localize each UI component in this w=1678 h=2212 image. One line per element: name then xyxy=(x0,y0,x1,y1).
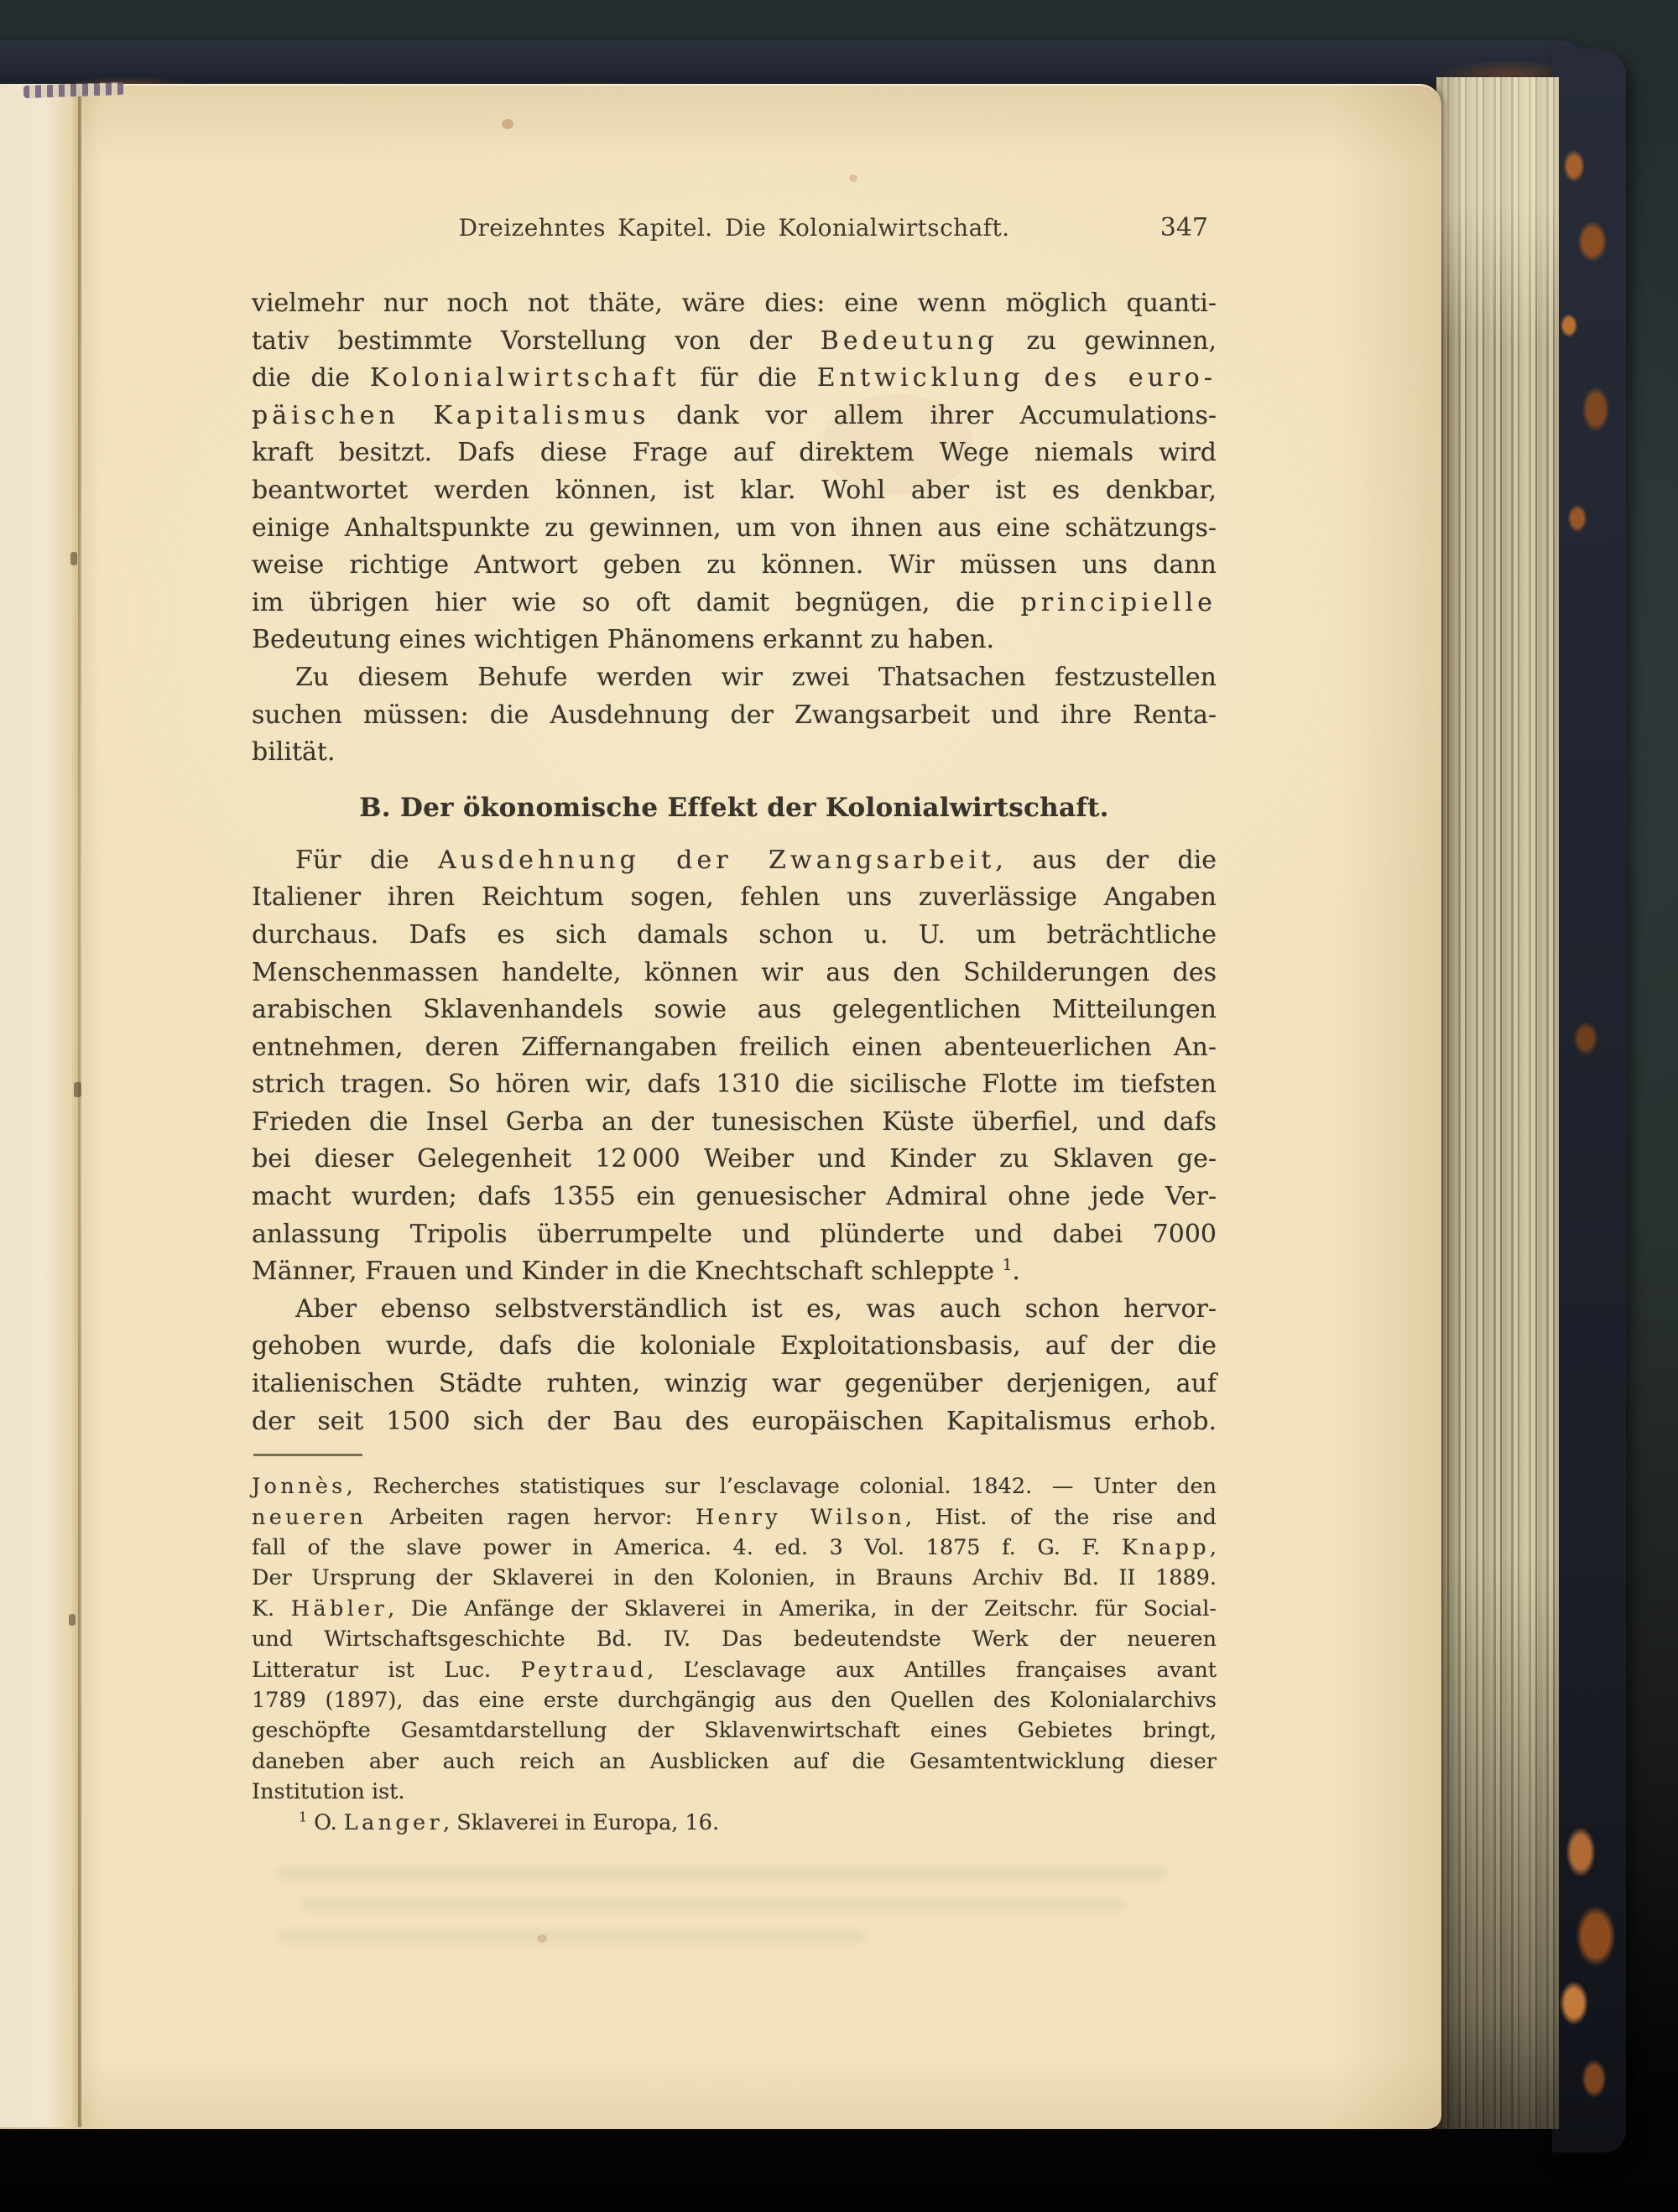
page-number: 347 xyxy=(1159,213,1208,242)
footnote-separator xyxy=(253,1454,362,1456)
text-line xyxy=(252,734,1217,772)
text-line xyxy=(252,585,1217,622)
text-segment: im übrigen hier wie so oft damit begnügen, die xyxy=(252,587,1021,617)
text-line xyxy=(252,842,1217,880)
text-line xyxy=(252,1502,1217,1533)
text-segment: , xyxy=(1209,1535,1217,1561)
text-segment: , Sklaverei in Europa, 16. xyxy=(442,1809,720,1835)
text-segment: Langer xyxy=(343,1809,443,1835)
text-line xyxy=(252,1655,1217,1685)
text-segment: Arbeiten ragen hervor: xyxy=(367,1504,696,1530)
show-through xyxy=(302,1899,1124,1910)
text-segment: anlassung Tripolis überrumpelte und plünderte und dabei 7000 xyxy=(252,1219,1217,1249)
body-text xyxy=(252,285,1217,1440)
page-gutter xyxy=(0,84,80,2127)
text-segment: geschöpfte Gesamtdarstellung der Sklavenwirtschaft eines Gebietes bringt, xyxy=(252,1718,1217,1744)
text-segment: Knapp xyxy=(1121,1535,1210,1561)
text-line xyxy=(252,1471,1217,1502)
text-line xyxy=(252,697,1217,735)
text-segment: Männer, Frauen und Kinder in die Knechtschaft schleppte xyxy=(252,1257,1003,1287)
text-line xyxy=(252,917,1217,955)
show-through xyxy=(277,1931,864,1942)
text-line xyxy=(252,1216,1217,1254)
text-segment: Frieden die Insel Gerba an der tunesischen Küste überfiel, und dafs xyxy=(252,1106,1217,1137)
text-line xyxy=(252,1328,1217,1366)
text-segment: zu gewinnen, xyxy=(998,325,1217,356)
text-line xyxy=(252,879,1217,917)
text-segment: Entwicklung xyxy=(816,363,1024,393)
text-segment: durchaus. Dafs es sich damals schon u. U. um beträchtliche xyxy=(252,919,1217,950)
text-line xyxy=(252,547,1217,585)
para-aber xyxy=(252,1291,1217,1440)
book-cover-right xyxy=(1552,49,1626,2152)
footnote-ref: 1 xyxy=(299,1809,308,1825)
text-line xyxy=(252,360,1217,398)
text-line xyxy=(252,991,1217,1029)
ink-speck xyxy=(70,552,77,565)
text-line xyxy=(252,1624,1217,1654)
ink-speck xyxy=(74,1082,81,1097)
text-segment: suchen müssen: die Ausdehnung der Zwangsarbeit und ihre Renta- xyxy=(252,700,1217,730)
text-segment: bilität. xyxy=(252,737,336,768)
text-segment: principielle xyxy=(1020,587,1217,617)
footnote-continuation xyxy=(252,1471,1217,1807)
text-segment: , Die Anfänge der Sklaverei in Amerika, in der Zeitschr. für Social- xyxy=(388,1595,1217,1621)
text-segment: und Wirtschaftsgeschichte Bd. IV. Das bedeutendste Werk der neueren xyxy=(252,1626,1217,1652)
footnote-text xyxy=(252,1471,1217,1838)
text-segment: beantwortet werden können, ist klar. Wohl aber ist es denkbar, xyxy=(252,475,1217,505)
text-segment: Jonnès xyxy=(252,1474,347,1500)
text-segment: fall of the slave power in America. 4. ed. 3 Vol. 1875 f. G. F. xyxy=(252,1535,1122,1561)
text-line xyxy=(252,1685,1217,1715)
text-segment: Italiener ihren Reichtum sogen, fehlen uns zuverlässige Angaben xyxy=(252,882,1217,913)
text-segment: Institution ist. xyxy=(252,1779,405,1805)
text-segment: bei dieser Gelegenheit 12 000 Weiber und Kinder zu Sklaven ge- xyxy=(252,1144,1217,1174)
text-segment: arabischen Sklavenhandels sowie aus gelegentlichen Mitteilungen xyxy=(252,995,1217,1025)
text-line xyxy=(252,1563,1217,1593)
age-stain xyxy=(849,174,857,182)
text-segment xyxy=(1024,363,1045,393)
text-line xyxy=(252,1253,1217,1291)
text-line xyxy=(252,659,1217,697)
text-segment: daneben aber auch reich an Ausblicken auf die Gesamtentwicklung dieser xyxy=(252,1748,1217,1774)
para-opening xyxy=(252,285,1217,659)
para-behufe xyxy=(252,659,1217,772)
text-line xyxy=(252,1366,1217,1403)
footnote-ref: 1 xyxy=(1002,1257,1013,1275)
text-segment: , Recherches statistiques sur l’esclavage colonial. 1842. — Unter den xyxy=(346,1474,1217,1500)
text-segment: einige Anhaltspunkte zu gewinnen, um von ihnen aus eine schätzungs- xyxy=(252,513,1217,543)
text-line xyxy=(252,1029,1217,1067)
text-segment: Henry Wilson xyxy=(695,1504,905,1530)
text-segment: Kolonialwirtschaft xyxy=(369,363,680,393)
text-line xyxy=(252,1715,1217,1746)
text-segment: Für die xyxy=(295,845,439,875)
text-segment: macht wurden; dafs 1355 ein genuesischer Admiral ohne jede Ver- xyxy=(252,1182,1217,1212)
text-line xyxy=(252,1533,1217,1563)
text-segment: K. xyxy=(252,1595,291,1621)
text-line xyxy=(252,1291,1217,1329)
text-line xyxy=(252,1104,1217,1142)
text-segment: Litteratur ist Luc. xyxy=(252,1657,521,1683)
text-line xyxy=(252,435,1217,472)
text-segment: , L’esclavage aux Antilles françaises avant xyxy=(647,1657,1217,1683)
text-segment: Zu diesem Behufe werden wir zwei Thatsachen festzustellen xyxy=(295,662,1217,692)
text-segment: . xyxy=(1012,1257,1020,1287)
text-line xyxy=(252,472,1217,510)
ink-speck xyxy=(69,1614,76,1626)
text-line xyxy=(252,1594,1217,1624)
text-segment: entnehmen, deren Ziffernangaben freilich einen abenteuerlichen An- xyxy=(252,1032,1217,1062)
text-segment: kraft besitzt. Dafs diese Frage auf direktem Wege niemals wird xyxy=(252,438,1217,468)
text-segment: Bedeutung xyxy=(820,325,998,356)
text-line xyxy=(252,1403,1217,1441)
text-segment: für die xyxy=(680,363,817,393)
running-title: Dreizehntes Kapitel. Die Kolonialwirtschaft. xyxy=(458,214,1010,242)
gutter-fold-line xyxy=(78,84,81,2127)
text-segment: tativ bestimmte Vorstellung von der xyxy=(252,325,821,356)
page-header xyxy=(252,211,1217,245)
text-segment: Peytraud xyxy=(520,1657,648,1683)
text-segment: neueren xyxy=(252,1504,367,1530)
text-segment: 1789 (1897), das eine erste durchgängig aus den Quellen des Kolonialarchivs xyxy=(252,1688,1217,1714)
section-heading: B. Der ökonomische Effekt der Kolonialwirtschaft. xyxy=(359,792,1109,823)
text-segment: Bedeutung eines wichtigen Phänomens erkannt zu haben. xyxy=(252,625,995,655)
text-segment: der seit 1500 sich der Bau des europäischen Kapitalismus erhob. xyxy=(252,1406,1217,1436)
text-line xyxy=(252,398,1217,435)
text-segment: päischen Kapitalismus xyxy=(252,400,650,430)
text-segment: dank vor allem ihrer Accumulations- xyxy=(649,400,1217,430)
text-line xyxy=(252,955,1217,992)
text-line xyxy=(252,323,1217,361)
text-segment: Menschenmassen handelte, können wir aus den Schilderungen des xyxy=(252,957,1217,987)
show-through xyxy=(277,1867,1166,1879)
text-segment: , aus der die xyxy=(995,845,1217,875)
text-line xyxy=(252,1808,1217,1838)
page-fore-edge-stack xyxy=(1436,77,1559,2129)
text-segment: des euro- xyxy=(1044,363,1217,393)
age-stain xyxy=(502,119,513,129)
text-segment: weise richtige Antwort geben zu können. Wir müssen uns dann xyxy=(252,550,1217,580)
text-line xyxy=(252,1179,1217,1216)
text-segment: vielmehr nur noch not thäte, wäre dies: eine wenn möglich quanti- xyxy=(252,289,1217,318)
text-segment: O. xyxy=(307,1809,344,1835)
text-segment: italienischen Städte ruhten, winzig war gegenüber derjenigen, auf xyxy=(252,1369,1217,1399)
text-line xyxy=(252,285,1217,323)
text-segment: Der Ursprung der Sklaverei in den Kolonien, in Brauns Archiv Bd. II 1889. xyxy=(252,1565,1217,1591)
text-segment: strich tragen. So hören wir, dafs 1310 die sicilische Flotte im tiefsten xyxy=(252,1070,1217,1100)
text-segment: Ausdehnung der Zwangsarbeit xyxy=(438,845,996,875)
text-line xyxy=(252,1066,1217,1104)
text-segment: , Hist. of the rise and xyxy=(904,1504,1217,1530)
text-line xyxy=(252,622,1217,659)
text-segment: gehoben wurde, dafs die koloniale Exploitationsbasis, auf der die xyxy=(252,1331,1217,1361)
text-segment: die die xyxy=(252,363,370,393)
footnote-1 xyxy=(252,1808,1217,1838)
para-ausdehnung xyxy=(252,842,1217,1291)
text-line xyxy=(252,510,1217,548)
text-line xyxy=(252,1746,1217,1777)
text-segment: Aber ebenso selbstverständlich ist es, was auch schon hervor- xyxy=(295,1293,1217,1324)
text-line xyxy=(252,1141,1217,1179)
page-content xyxy=(252,211,1217,1838)
text-line xyxy=(252,1777,1217,1807)
text-segment: Häbler xyxy=(290,1595,388,1621)
